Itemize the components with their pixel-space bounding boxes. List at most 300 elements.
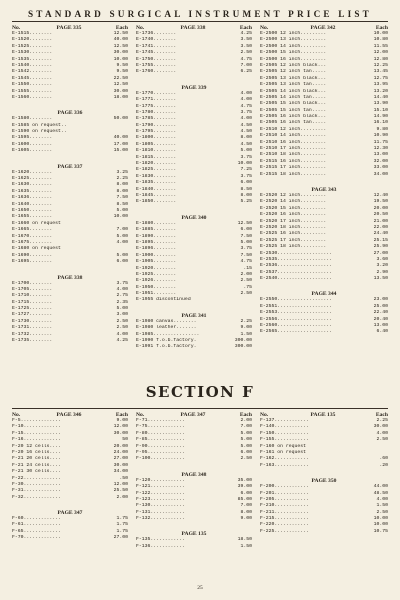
item-price: 7.00: [240, 424, 252, 430]
item-number: E-1815........: [136, 154, 177, 160]
page-heading: PAGE 338: [57, 274, 83, 281]
item-number: E-2525 16 inch.........: [260, 231, 327, 237]
no-label: No.: [136, 412, 145, 418]
item-number: F-130............: [136, 503, 185, 509]
item-price: 32.00: [373, 158, 388, 164]
item-price: 14.90: [373, 114, 388, 120]
page-heading: PAGE 342: [310, 25, 336, 31]
item-number: E-2505 12 inch black...: [260, 62, 327, 68]
item-price: 30.00: [113, 462, 128, 468]
item-price: 5.00: [116, 252, 128, 258]
price-row: [12, 95, 128, 101]
each-label: Each: [115, 412, 128, 418]
item-price: 3.75: [116, 280, 128, 286]
item-price: 5.00: [240, 443, 252, 449]
item-price: 4.00: [116, 331, 128, 337]
item-price: 9.00: [240, 516, 252, 522]
header-rule: [12, 21, 388, 22]
item-price: 7.00: [240, 503, 252, 509]
item-number: F-31.............: [12, 488, 61, 494]
item-price: 14.40: [373, 94, 388, 100]
item-number: F-136............: [136, 543, 185, 549]
item-number: E-1880........: [136, 220, 177, 226]
top-column-2: [136, 23, 252, 351]
item-price: .60: [379, 456, 388, 462]
item-number: F-20 12 cells....: [12, 443, 61, 449]
item-price: 3.75: [240, 154, 252, 160]
item-number: E-2510 14 inch.........: [260, 133, 327, 139]
item-number: E-1670........: [12, 233, 53, 239]
section-title: SECTION F: [145, 383, 255, 401]
item-number: E-1820........: [136, 161, 177, 167]
item-number: E-1890........: [136, 233, 177, 239]
item-price: 3.00: [116, 312, 128, 318]
item-price: 6.00: [240, 449, 252, 455]
price-row: [12, 338, 128, 344]
item-price: 13.95: [373, 82, 388, 88]
item-price: 4.00: [240, 90, 252, 96]
item-number: E-1885........: [136, 227, 177, 233]
item-number: F-65.............: [12, 528, 61, 534]
item-number: E-1680 on request: [12, 246, 61, 252]
item-price: 4.50: [240, 141, 252, 147]
page-heading: PAGE 135: [181, 531, 207, 538]
item-number: E-2565...................: [260, 329, 332, 335]
item-number: E-1740........: [136, 37, 177, 43]
page-heading: PAGE 337: [57, 163, 83, 170]
item-price: 50: [122, 437, 128, 443]
item-number: E-2550...................: [260, 297, 332, 303]
item-number: E-2505 12 inch tan.....: [260, 69, 327, 75]
item-price: 3.25: [116, 169, 128, 175]
item-number: E-1710........: [12, 293, 53, 299]
item-number: E-1980 leather.......: [136, 325, 197, 331]
item-number: F-60.............: [12, 516, 61, 522]
each-label: Each: [115, 25, 128, 31]
item-number: F-140............: [260, 424, 309, 430]
item-price: 3.75: [240, 173, 252, 179]
item-number: E-2505 14 inch black...: [260, 88, 327, 94]
item-number: E-1736........: [136, 31, 177, 36]
price-row: [136, 456, 252, 462]
item-number: E-1845........: [136, 192, 177, 198]
item-price: 11.55: [373, 43, 388, 49]
item-number: F-150............: [260, 430, 309, 436]
item-number: E-2505 16 inch black...: [260, 114, 327, 120]
item-price: 22.50: [113, 75, 128, 81]
item-number: E-2530...................: [260, 250, 332, 256]
item-price: 12.00: [113, 424, 128, 430]
item-price: 16.10: [373, 120, 388, 126]
item-number: F-90.............: [136, 443, 185, 449]
item-number: E-1790........: [136, 122, 177, 128]
item-number: F-121............: [136, 484, 185, 490]
item-price: 34.00: [113, 469, 128, 475]
item-price: 25.15: [373, 237, 388, 243]
item-price: 12.40: [373, 192, 388, 198]
page-heading: PAGE 336: [57, 110, 83, 117]
each-label: Each: [375, 412, 388, 418]
item-price: 12.80: [373, 56, 388, 62]
item-price: 20.00: [113, 443, 128, 449]
item-price: 8.50: [116, 201, 128, 207]
item-number: E-1835........: [136, 180, 177, 186]
item-number: E-1715........: [12, 299, 53, 305]
page-heading: PAGE 347: [57, 510, 83, 517]
item-number: E-1580........: [12, 116, 53, 122]
item-number: E-2505 13 inch black...: [260, 75, 327, 81]
item-number: F-132............: [136, 516, 185, 522]
item-price: 5.25: [240, 199, 252, 205]
page-heading: PAGE 338: [180, 25, 206, 31]
item-price: 2.50: [240, 50, 252, 56]
item-number: F-123............: [136, 496, 185, 502]
page-heading: PAGE 135: [310, 412, 336, 418]
item-price: 27.00: [113, 456, 128, 462]
item-price: 20.00: [373, 205, 388, 211]
item-price: 5.00: [116, 233, 128, 239]
item-price: 12.50: [113, 31, 128, 36]
item-number: F-131............: [136, 509, 185, 515]
item-price: 40.00: [113, 135, 128, 141]
price-row: [136, 544, 252, 550]
item-price: 5.00: [116, 306, 128, 312]
page-heading: PAGE 340: [181, 214, 207, 221]
item-number: E-1665........: [12, 227, 53, 233]
item-number: E-1555........: [12, 88, 53, 94]
item-number: E-1655........: [12, 214, 53, 220]
item-price: 19.50: [373, 199, 388, 205]
item-number: E-2505 16 inch tan.....: [260, 120, 327, 126]
item-price: 5.00: [240, 437, 252, 443]
item-number: F-20 16 cells....: [12, 449, 61, 455]
item-number: E-1630........: [12, 182, 53, 188]
item-number: E-1830........: [136, 173, 177, 179]
column-header: [136, 410, 252, 418]
item-number: E-1760........: [136, 69, 177, 75]
item-price: .75: [243, 284, 252, 290]
item-number: E-2515 17 inch.........: [260, 165, 327, 171]
item-number: E-1660 on request: [12, 220, 61, 226]
item-number: E-1705........: [12, 286, 53, 292]
item-price: 25.00: [373, 303, 388, 309]
top-column-3: [260, 23, 388, 336]
item-price: .20: [379, 462, 388, 468]
item-price: 24.40: [373, 231, 388, 237]
item-price: 30.00: [373, 424, 388, 430]
item-price: 3.50: [240, 43, 252, 49]
item-price: 2.50: [240, 278, 252, 284]
item-number: F-71.............: [136, 418, 185, 423]
column-header: [12, 23, 128, 31]
item-price: 15.00: [113, 148, 128, 154]
item-number: E-1695........: [12, 259, 53, 265]
item-number: F-16.............: [12, 437, 61, 443]
item-price: 3.50: [240, 37, 252, 43]
item-price: 85.00: [237, 496, 252, 502]
item-number: E-2536...................: [260, 263, 332, 269]
item-price: 9.50: [116, 69, 128, 75]
item-price: 8.00: [116, 182, 128, 188]
item-number: E-1800........: [136, 135, 177, 141]
item-price: 4.00: [240, 97, 252, 103]
item-number: F-162............: [260, 456, 309, 462]
item-number: E-2553...................: [260, 310, 332, 316]
item-number: E-1926........: [136, 278, 177, 284]
item-price: 1.75: [116, 516, 128, 522]
item-price: 5.00: [240, 148, 252, 154]
item-price: 9.50: [116, 62, 128, 68]
item-number: E-1810........: [136, 148, 177, 154]
item-number: E-1755........: [136, 62, 177, 68]
item-number: F-210............: [260, 503, 309, 509]
item-number: E-2505 15 inch black...: [260, 101, 327, 107]
item-number: F-155............: [260, 437, 309, 443]
item-price: 5.00: [240, 430, 252, 436]
item-price: 12.00: [373, 50, 388, 56]
item-number: F-201............: [260, 490, 309, 496]
price-row: [260, 276, 388, 282]
item-number: E-1730........: [12, 318, 53, 324]
price-row: [136, 516, 252, 522]
item-number: E-1620........: [12, 169, 53, 175]
item-price: 20.50: [373, 212, 388, 218]
column-header: [12, 410, 128, 418]
item-price: 4.00: [376, 496, 388, 502]
item-price: 21.00: [373, 218, 388, 224]
item-price: 23.00: [373, 297, 388, 303]
item-number: E-2560...................: [260, 323, 332, 329]
item-price: 7.25: [240, 167, 252, 173]
price-row: [260, 463, 388, 469]
item-price: 8.00: [240, 192, 252, 198]
page-heading: PAGE 335: [56, 25, 82, 31]
item-number: F-205............: [260, 496, 309, 502]
item-number: E-1780........: [136, 109, 177, 115]
item-number: E-2520 17 inch.........: [260, 218, 327, 224]
price-row: [260, 529, 388, 535]
item-price: 6.00: [240, 227, 252, 233]
page-heading: PAGE 343: [311, 186, 337, 193]
item-number: F-22.............: [12, 475, 61, 481]
item-number: E-1605........: [12, 148, 53, 154]
item-price: 2.50: [376, 437, 388, 443]
item-number: F-122............: [136, 490, 185, 496]
item-price: 4.75: [240, 259, 252, 265]
item-price: 33.00: [373, 165, 388, 171]
item-number: E-1675........: [12, 239, 53, 245]
item-price: 2.50: [240, 456, 252, 462]
item-number: E-1905........: [136, 259, 177, 265]
item-number: E-1895........: [136, 239, 177, 245]
no-label: No.: [12, 25, 21, 31]
item-price: 4.00: [116, 239, 128, 245]
item-price: 4.00: [240, 116, 252, 122]
item-number: F-211............: [260, 509, 309, 515]
item-price: 8.00: [116, 188, 128, 194]
item-number: E-1560........: [12, 94, 53, 100]
item-number: E-1850........: [136, 199, 177, 205]
item-number: F-200............: [260, 484, 309, 490]
item-price: 4.50: [240, 122, 252, 128]
item-number: F-5..............: [12, 418, 61, 423]
item-price: 4.25: [116, 338, 128, 344]
no-label: No.: [260, 412, 269, 418]
price-row: [12, 148, 128, 154]
item-number: F-61.............: [12, 522, 61, 528]
item-price: 34.00: [373, 171, 388, 177]
item-number: E-1840........: [136, 186, 177, 192]
item-price: 12.30: [373, 146, 388, 152]
each-label: Each: [375, 25, 388, 31]
item-number: E-2551...................: [260, 303, 332, 309]
item-number: F-120............: [136, 477, 185, 483]
item-price: 10.00: [373, 522, 388, 528]
item-price: 40.00: [113, 37, 128, 43]
item-price: 22.40: [373, 310, 388, 316]
item-number: F-137............: [260, 418, 309, 423]
item-number: E-2505 15 inch tan.....: [260, 107, 327, 113]
item-number: F-21 30 cells....: [12, 469, 61, 475]
item-number: F-220............: [260, 522, 309, 528]
item-price: 13.00: [373, 152, 388, 158]
item-price: 25.90: [373, 244, 388, 250]
item-number: F-21 24 cells....: [12, 462, 61, 468]
item-price: 4.75: [240, 56, 252, 62]
item-number: E-1700........: [12, 280, 53, 286]
item-price: 10.00: [113, 56, 128, 62]
item-price: 9.80: [376, 126, 388, 132]
item-price: 10.75: [373, 528, 388, 534]
item-price: 7.50: [240, 233, 252, 239]
item-price: 30.00: [113, 430, 128, 436]
price-row: [12, 495, 128, 501]
item-number: F-225............: [260, 528, 309, 534]
item-number: E-2540...................: [260, 276, 332, 282]
item-price: 12.50: [113, 82, 128, 88]
item-price: 3.20: [376, 263, 388, 269]
item-number: F-135............: [136, 537, 185, 543]
item-number: E-1525........: [12, 43, 53, 49]
item-number: E-1896........: [136, 246, 177, 252]
item-price: 11.75: [373, 139, 388, 145]
bottom-column-3: [260, 410, 388, 535]
item-number: E-1725........: [12, 306, 53, 312]
item-price: 13.45: [373, 69, 388, 75]
item-number: E-1741........: [136, 43, 177, 49]
item-price: 2.50: [240, 291, 252, 297]
price-row: [260, 172, 388, 178]
price-row: [136, 297, 252, 303]
bottom-column-2: [136, 410, 252, 550]
item-price: 35.00: [237, 477, 252, 483]
item-price: 3.75: [240, 246, 252, 252]
item-price: 48.50: [373, 490, 388, 496]
item-number: E-1540........: [12, 62, 53, 68]
item-number: E-1950........: [136, 284, 177, 290]
item-price: 10.00: [373, 31, 388, 36]
item-price: 10.00: [373, 516, 388, 522]
item-number: E-1770........: [136, 90, 177, 96]
item-number: E-1825........: [136, 167, 177, 173]
item-price: 39.00: [237, 484, 252, 490]
item-number: F-100............: [136, 456, 185, 462]
item-number: E-1590 on request..: [12, 129, 67, 135]
item-price: 24.00: [113, 449, 128, 455]
item-price: 2.25: [116, 176, 128, 182]
no-label: No.: [136, 25, 145, 31]
item-price: 8.50: [240, 186, 252, 192]
item-price: 2.50: [116, 318, 128, 324]
page-heading: PAGE 346: [56, 412, 82, 418]
item-price: 27.00: [373, 250, 388, 256]
item-price: 2.35: [116, 299, 128, 305]
item-price: 30.00: [113, 50, 128, 56]
item-number: E-2556...................: [260, 316, 332, 322]
item-price: 2.00: [240, 418, 252, 423]
item-number: E-2505 13 inch tan.....: [260, 82, 327, 88]
item-number: F-85.............: [136, 437, 185, 443]
item-price: 18.50: [237, 537, 252, 543]
item-price: 10.80: [373, 37, 388, 43]
item-price: 1.50: [376, 503, 388, 509]
item-price: 7.50: [240, 252, 252, 258]
item-price: 10.00: [237, 161, 252, 167]
top-column-1: [12, 23, 128, 344]
item-number: E-2515 18 inch.........: [260, 171, 327, 177]
item-price: 8.00: [240, 509, 252, 515]
item-number: F-163............: [260, 462, 309, 468]
item-price: 300.00: [234, 344, 252, 350]
item-number: E-2525 18 inch.........: [260, 244, 327, 250]
item-price: 1.50: [240, 543, 252, 549]
item-price: 30.00: [113, 88, 128, 94]
item-price: 6.40: [376, 329, 388, 335]
item-price: 25.50: [113, 488, 128, 494]
item-price: [230, 297, 252, 303]
item-price: 13.00: [373, 323, 388, 329]
item-price: .15: [243, 265, 252, 271]
item-price: 2.00: [240, 271, 252, 277]
item-number: E-1985................: [136, 331, 200, 337]
item-number: F-21 20 cells....: [12, 456, 61, 462]
item-number: E-2500 14 inch.........: [260, 43, 327, 49]
item-price: 13.50: [373, 276, 388, 282]
item-number: E-1545........: [12, 75, 53, 81]
item-number: E-2520 18 inch.........: [260, 224, 327, 230]
item-number: F-70.............: [12, 535, 61, 541]
item-price: 10.90: [373, 133, 388, 139]
item-price: 5.00: [116, 207, 128, 213]
item-number: E-1991 f.o.b.factory.: [136, 344, 197, 350]
item-price: 2.25: [240, 318, 252, 324]
item-price: 12.25: [373, 62, 388, 68]
item-price: 4.25: [240, 31, 252, 36]
each-label: Each: [239, 412, 252, 418]
item-number: E-1750........: [136, 56, 177, 62]
item-price: 44.00: [373, 484, 388, 490]
item-number: E-1585 on request..: [12, 122, 67, 128]
item-price: 12.00: [113, 481, 128, 487]
item-number: E-2510 18 inch.........: [260, 152, 327, 158]
page-header: STANDARD SURGICAL INSTRUMENT PRICE LIST: [28, 9, 372, 19]
item-price: 22.00: [373, 224, 388, 230]
item-number: E-2537...................: [260, 269, 332, 275]
item-number: E-2520 14 inch.........: [260, 199, 327, 205]
item-number: E-1920........: [136, 265, 177, 271]
item-price: .50: [119, 475, 128, 481]
price-row: [136, 199, 252, 205]
